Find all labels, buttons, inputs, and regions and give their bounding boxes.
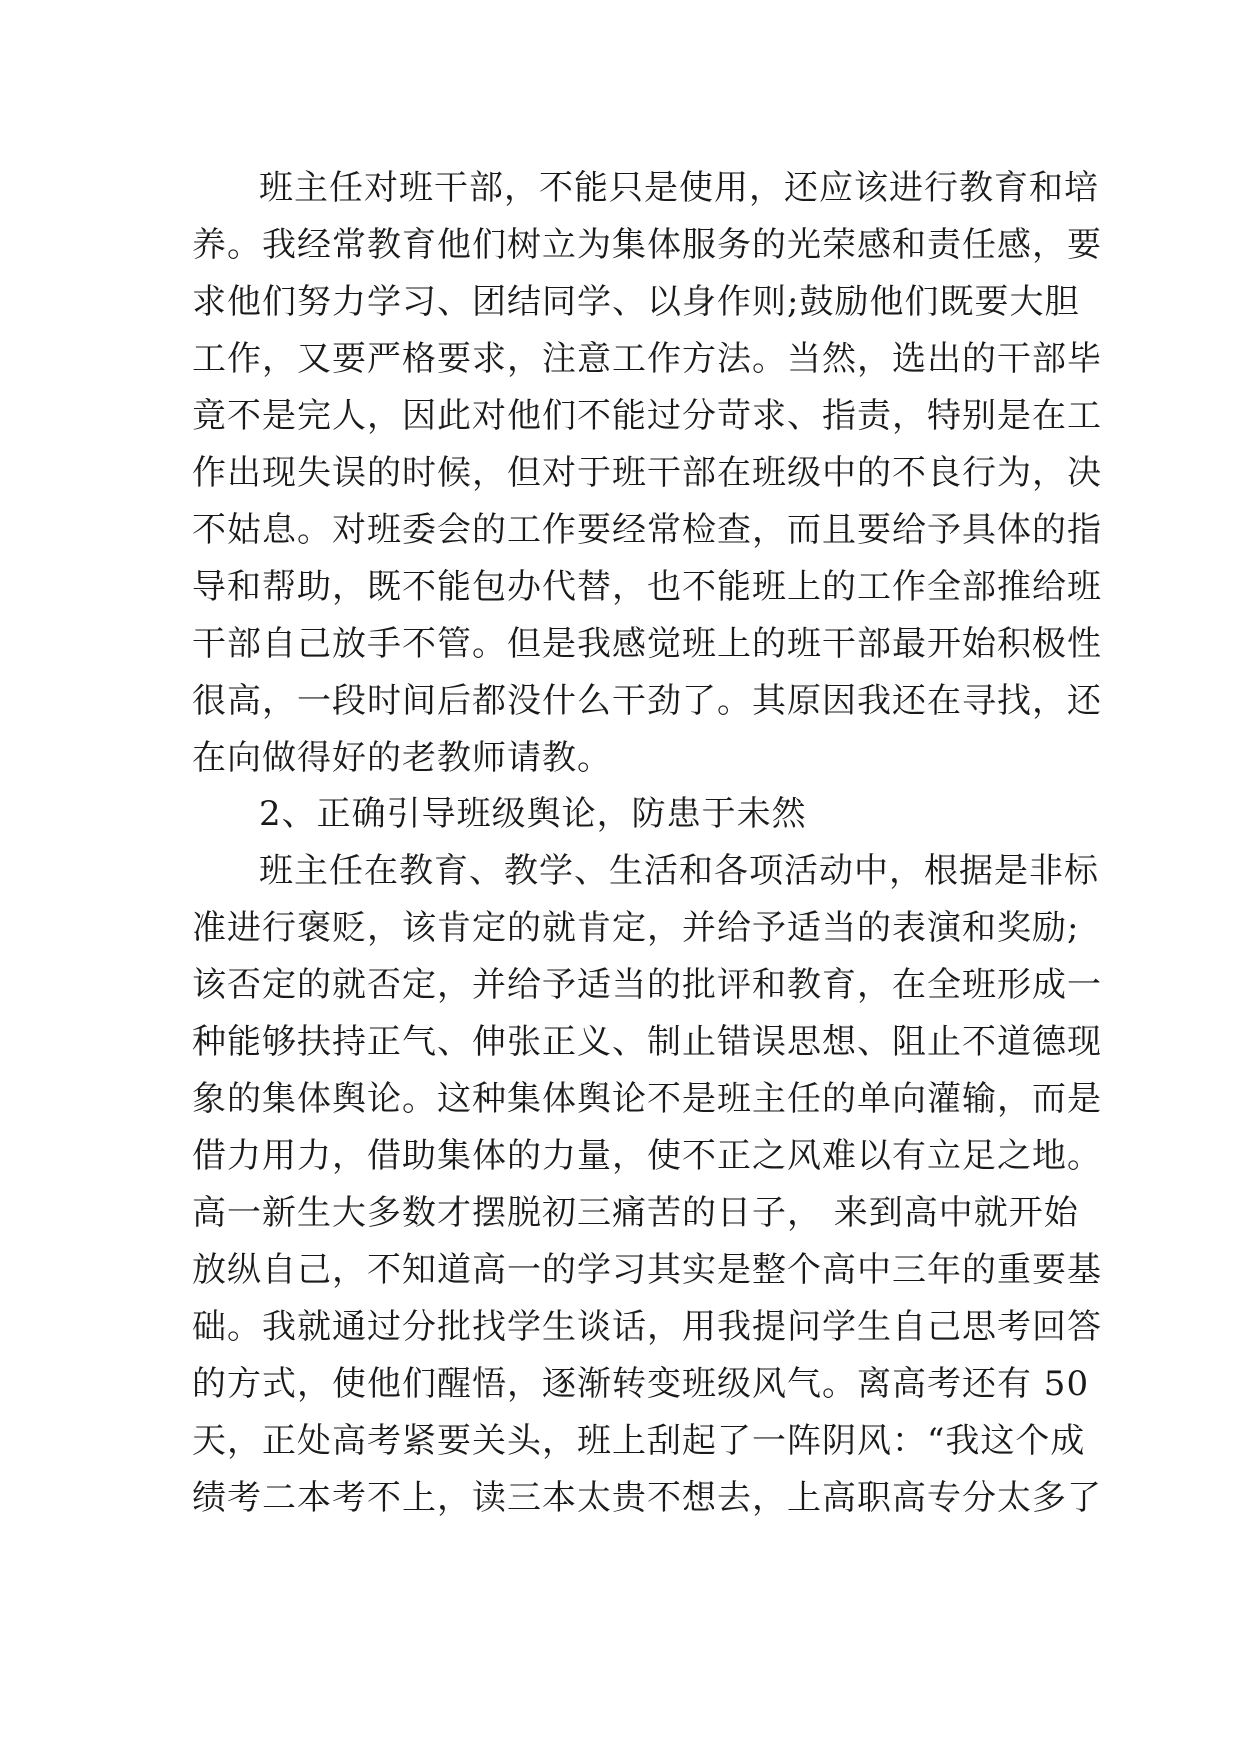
paragraph-line: 不姑息。对班委会的工作要经常检查，而且要给予具体的指 [192,510,1102,550]
paragraph-line: 的方式，使他们醒悟，逐渐转变班级风气。离高考还有 50 [192,1364,1090,1404]
paragraph-line: 求他们努力学习、团结同学、以身作则;鼓励他们既要大胆 [192,282,1080,322]
paragraph-line: 班主任对班干部，不能只是使用，还应该进行教育和培 [259,168,1099,208]
paragraph-line: 准进行褒贬，该肯定的就肯定，并给予适当的表演和奖励; [192,908,1080,948]
paragraph-line: 竟不是完人，因此对他们不能过分苛求、指责，特别是在工 [192,396,1102,436]
paragraph-line: 该否定的就否定，并给予适当的批评和教育，在全班形成一 [192,965,1102,1005]
paragraph-line: 干部自己放手不管。但是我感觉班上的班干部最开始积极性 [192,624,1102,664]
paragraph-line: 养。我经常教育他们树立为集体服务的光荣感和责任感，要 [192,225,1102,265]
paragraph-line: 借力用力，借助集体的力量，使不正之风难以有立足之地。 [192,1136,1102,1176]
paragraph-line: 很高，一段时间后都没什么干劲了。其原因我还在寻找，还 [192,681,1102,721]
paragraph-line: 础。我就通过分批找学生谈话，用我提问学生自己思考回答 [192,1307,1102,1347]
paragraph-line: 绩考二本考不上，读三本太贵不想去，上高职高专分太多了 [192,1478,1102,1518]
paragraph-line: 在向做得好的老教师请教。 [192,738,612,778]
section-heading: 2、正确引导班级舆论，防患于未然 [259,794,807,834]
paragraph-line: 作出现失误的时候，但对于班干部在班级中的不良行为，决 [192,453,1102,493]
paragraph-line: 象的集体舆论。这种集体舆论不是班主任的单向灌输，而是 [192,1079,1102,1119]
paragraph-line: 天，正处高考紧要关头，班上刮起了一阵阴风：“我这个成 [192,1421,1086,1461]
paragraph-line: 工作，又要严格要求，注意工作方法。当然，选出的干部毕 [192,339,1102,379]
paragraph-line: 高一新生大多数才摆脱初三痛苦的日子， 来到高中就开始 [192,1193,1079,1233]
paragraph-line: 放纵自己，不知道高一的学习其实是整个高中三年的重要基 [192,1250,1102,1290]
paragraph-line: 种能够扶持正气、伸张正义、制止错误思想、阻止不道德现 [192,1022,1102,1062]
paragraph-line: 导和帮助，既不能包办代替，也不能班上的工作全部推给班 [192,567,1102,607]
paragraph-line: 班主任在教育、教学、生活和各项活动中，根据是非标 [259,851,1099,891]
